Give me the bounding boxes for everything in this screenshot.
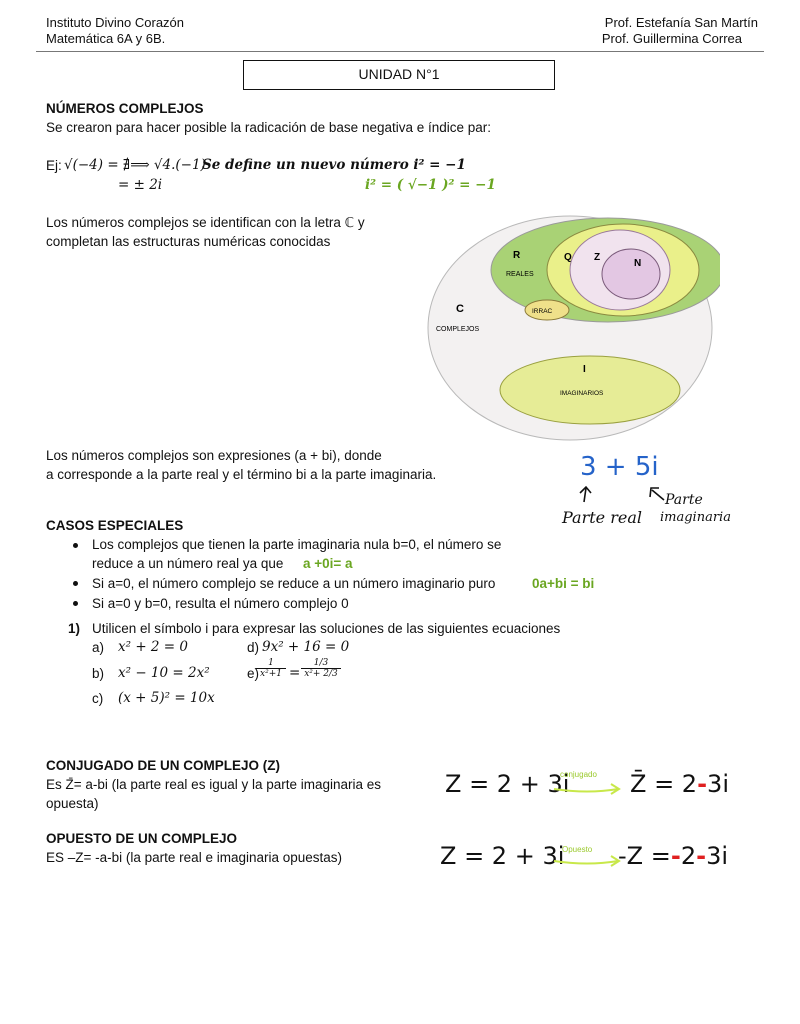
opposite-result-2: 2 xyxy=(680,842,697,870)
example-line-2: = ± 2i xyxy=(118,177,163,193)
conjugate-result-sign: - xyxy=(697,770,708,798)
exercise-b-equation: x² − 10 = 2x² xyxy=(118,665,210,681)
exercise-e-rhs-den: x²+ 2/3 xyxy=(301,668,341,679)
section-heading-complex: NÚMEROS COMPLEJOS xyxy=(46,101,204,116)
conjugate-result xyxy=(630,770,729,798)
exercise-a-equation: x² + 2 = 0 xyxy=(118,639,188,655)
special-case-1-line-2: reduce a un número real ya que xyxy=(92,556,284,571)
teacher-1: Prof. Estefanía San Martín xyxy=(604,15,758,30)
exercise-e-rhs-num: 1/3 xyxy=(313,658,329,668)
exercise-number: 1) xyxy=(68,621,81,636)
special-case-1-line-1: Los complejos que tienen la parte imaginaria nula b=0, el número se xyxy=(92,537,502,552)
imaginary-unit-identity: i² = ( √−1 )² = −1 xyxy=(365,177,496,193)
set-label-C: C xyxy=(456,303,464,315)
section-heading-opposite: OPUESTO DE UN COMPLEJO xyxy=(46,831,238,846)
set-natural-ellipse xyxy=(602,249,660,299)
bullet-3 xyxy=(73,601,78,606)
expression-line-1: Los números complejos son expresiones (a + bi), donde xyxy=(46,448,382,463)
opposite-line-1: ES –Z= -a-bi (la parte real e imaginaria opuestas) xyxy=(46,850,343,865)
conjugate-arrow xyxy=(552,780,624,798)
bullet-1 xyxy=(73,543,78,548)
section-heading-special-cases: CASOS ESPECIALES xyxy=(46,518,184,533)
set-label-complejos: COMPLEJOS xyxy=(436,326,480,333)
example-prefix: Ej: xyxy=(46,158,62,173)
exercise-e-rhs xyxy=(301,658,341,679)
unit-title: UNIDAD N°1 xyxy=(243,60,555,90)
exercise-e-equals: = xyxy=(289,665,301,681)
conjugate-line-1: Es Z̄= a-bi (la parte real es igual y la parte imaginaria es xyxy=(46,777,382,792)
exercise-e-lhs xyxy=(256,658,286,679)
conjugate-line-2: opuesta) xyxy=(46,796,99,811)
intro-text: Se crearon para hacer posible la radicación de base negativa e índice par: xyxy=(46,120,492,135)
opposite-result-sign-2: - xyxy=(670,842,681,870)
handwritten-expression: 3 + 5i xyxy=(580,452,659,482)
special-case-2-formula: 0a+bi = bi xyxy=(532,576,595,591)
set-label-R: R xyxy=(513,250,521,261)
set-label-N: N xyxy=(634,258,642,269)
special-case-2: Si a=0, el número complejo se reduce a un número imaginario puro xyxy=(92,576,496,591)
exercise-instruction: Utilicen el símbolo i para expresar las soluciones de las siguientes ecuaciones xyxy=(92,621,561,636)
opposite-z-expression: Z = 2 + 3i xyxy=(440,842,565,870)
opposite-arrow-label: Opuesto xyxy=(562,845,593,854)
opposite-result-3i: 3i xyxy=(706,842,729,870)
exercise-e-lhs-den: x²+1 xyxy=(256,668,286,679)
opposite-result-sign-3: - xyxy=(696,842,707,870)
exercise-c-label: c) xyxy=(92,691,104,706)
set-label-imaginarios: IMAGINARIOS xyxy=(560,390,604,397)
header-divider xyxy=(36,51,764,52)
opposite-result-z: Z = xyxy=(626,842,671,870)
identify-line-2: completan las estructuras numéricas conocidas xyxy=(46,234,331,249)
example-define: Se define un nuevo número i² = −1 xyxy=(202,157,466,173)
exercise-c-equation: (x + 5)² = 10x xyxy=(118,690,215,706)
opposite-result xyxy=(618,842,728,870)
handwritten-imag-label-1: Parte xyxy=(665,492,703,508)
identify-line-1: Los números complejos se identifican con la letra ℂ y xyxy=(46,215,365,230)
conjugate-result-end: 3i xyxy=(707,770,729,798)
exercise-d-label: d) xyxy=(247,640,260,655)
school-name: Instituto Divino Corazón xyxy=(46,15,185,30)
exercise-a-label: a) xyxy=(92,640,105,655)
set-label-I: I xyxy=(583,364,586,375)
set-label-reales: REALES xyxy=(506,271,534,278)
special-case-1-formula: a +0i= a xyxy=(303,556,353,571)
section-heading-conjugate: CONJUGADO DE UN COMPLEJO (Z) xyxy=(46,758,281,773)
exercise-b-label: b) xyxy=(92,666,105,681)
set-label-Q: Q xyxy=(564,252,572,263)
conjugate-z-expression: Z = 2 + 3i xyxy=(445,770,570,798)
exercise-d-equation: 9x² + 16 = 0 xyxy=(262,639,350,655)
handwritten-imag-label-2: imaginaria xyxy=(660,510,731,525)
exercise-e-lhs-num: 1 xyxy=(268,658,274,668)
teacher-2: Prof. Guillermina Correa xyxy=(601,31,742,46)
set-label-Z: Z xyxy=(594,252,601,263)
course-name: Matemática 6A y 6B. xyxy=(46,31,166,46)
opposite-result-sign-1: - xyxy=(618,842,627,870)
set-label-irrac: IRRAC xyxy=(532,308,553,315)
special-case-3: Si a=0 y b=0, resulta el número complejo 0 xyxy=(92,596,349,611)
conjugate-result-start: Z̄ = 2 xyxy=(630,770,698,798)
conjugate-arrow-label: conjugado xyxy=(560,770,597,779)
expression-line-2: a corresponde a la parte real y el término bi a la parte imaginaria. xyxy=(46,467,437,482)
handwritten-real-label: Parte real xyxy=(562,508,642,527)
exercise-e-label: e) xyxy=(247,666,260,681)
number-sets-diagram xyxy=(420,212,720,444)
example-line-1: √(−4) = ∄⟹ √4.(−1) xyxy=(64,157,206,173)
bullet-2 xyxy=(73,581,78,586)
opposite-arrow xyxy=(552,852,624,870)
